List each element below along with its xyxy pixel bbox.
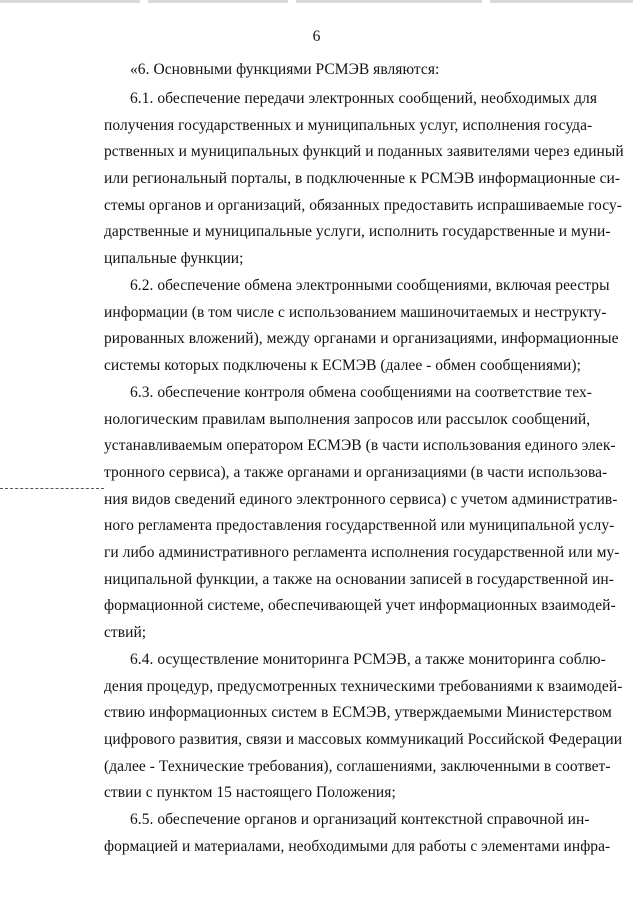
paragraph-line: ги либо административного регламента исполнения государственной или му-	[104, 544, 620, 561]
fold-crease-mark	[0, 488, 104, 489]
paragraph-line: рированных вложений), между органами и организациями, информационные	[104, 330, 619, 347]
paragraph-line: рственных и муниципальных функций и поданных заявителями через единый	[104, 143, 624, 160]
paragraph-line: стемы органов и организаций, обязанных предоставить испрашиваемые госу-	[104, 197, 622, 214]
paragraph-line: ного регламента предоставления государственной или муниципальной услу-	[104, 517, 615, 534]
paragraph-line: устанавливаемым оператором ЕСМЭВ (в части использования единого элек-	[104, 437, 616, 454]
paragraph-line: ципальные функции;	[104, 250, 244, 267]
paragraph-line: получения государственных и муниципальных услуг, исполнения госуда-	[104, 117, 593, 134]
paragraph-line: формационной системе, обеспечивающей учет информационных взаимодей-	[104, 597, 616, 614]
paragraph-line: ствий;	[104, 624, 147, 641]
paragraph-line: дарственные и муниципальные услуги, исполнить государственные и муни-	[104, 223, 611, 240]
paragraph-line: цифрового развития, связи и массовых коммуникаций Российской Федерации	[104, 731, 623, 748]
paragraph-line: (далее - Технические требования), соглашениями, заключенными в соответ-	[104, 758, 611, 775]
scan-edge-mid-right	[296, 0, 482, 3]
paragraph-line: 6.3. обеспечение контроля обмена сообщениями на соответствие тех-	[130, 384, 592, 401]
scan-edge-left	[0, 0, 140, 3]
paragraph-line: ствии с пунктом 15 настоящего Положения;	[104, 784, 396, 801]
page-number: 6	[312, 28, 321, 45]
paragraph-line: ниципальной функции, а также на основании записей в государственной ин-	[104, 571, 614, 588]
paragraph-line: дения процедур, предусмотренных техническими требованиями к взаимодей-	[104, 678, 623, 695]
paragraph-line: 6.5. обеспечение органов и организаций контекстной справочной ин-	[130, 811, 590, 828]
paragraph-heading: «6. Основными функциями РСМЭВ являются:	[130, 61, 440, 78]
paragraph-line: нологическим правилам выполнения запросов или рассылок сообщений,	[104, 411, 591, 428]
paragraph-line: информации (в том числе с использованием машиночитаемых и неструкту-	[104, 304, 607, 321]
scan-edge-mid-left	[148, 0, 288, 3]
paragraph-line: формацией и материалами, необходимыми для работы с элементами инфра-	[104, 838, 611, 855]
paragraph-line: системы которых подключены к ЕСМЭВ (далее - обмен сообщениями);	[104, 357, 581, 374]
paragraph-line: 6.2. обеспечение обмена электронными сообщениями, включая реестры	[130, 277, 610, 294]
paragraph-line: 6.4. осуществление мониторинга РСМЭВ, а также мониторинга соблю-	[130, 651, 606, 668]
paragraph-line: ния видов сведений единого электронного сервиса) с учетом административ-	[104, 491, 618, 508]
paragraph-line: ствию информационных систем в ЕСМЭВ, утверждаемыми Министерством	[104, 704, 612, 721]
paragraph-line: или региональный порталы, в подключенные к РСМЭВ информационные си-	[104, 170, 621, 187]
paragraph-line: 6.1. обеспечение передачи электронных сообщений, необходимых для	[130, 90, 598, 107]
paragraph-line: тронного сервиса), а также органами и организациями (в части использова-	[104, 464, 608, 481]
scan-edge-right	[490, 0, 633, 3]
